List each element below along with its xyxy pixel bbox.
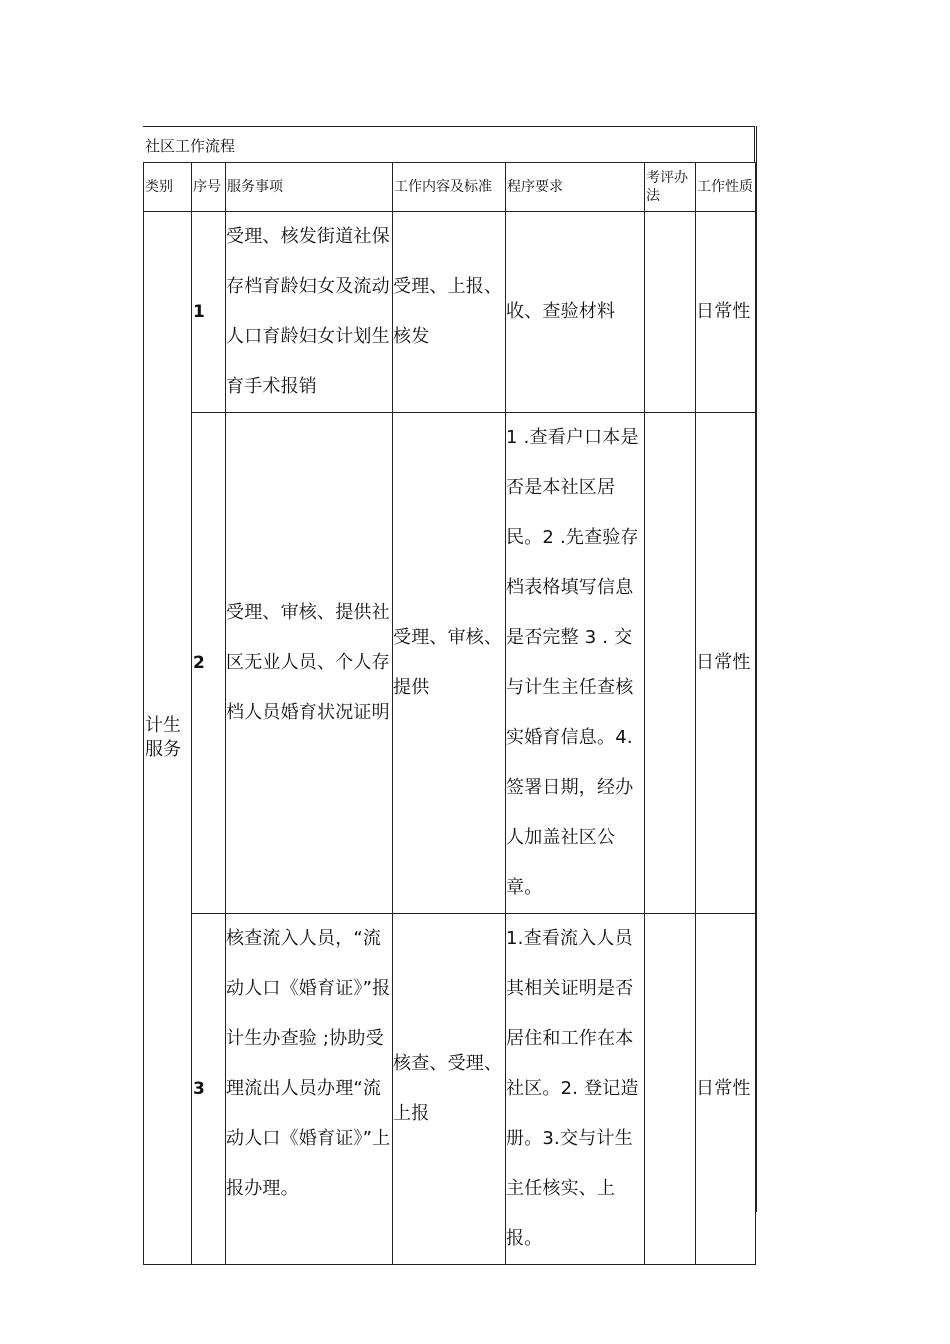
row-service: 核查流入人员，“流动人口《婚育证》”报计生办查验 ;协助受理流出人员办理“流动人口《婚育证》”上报办理。 xyxy=(226,914,393,1265)
row-content: 受理、审核、提供 xyxy=(393,413,506,914)
table-title-row xyxy=(143,126,755,163)
row-procedure: 1.查看流入人员其相关证明是否居住和工作在本社区。2. 登记造册。3.交与计生主任核实、上报。 xyxy=(506,914,645,1265)
row-nature: 日常性 xyxy=(696,413,756,914)
header-evaluation: 考评办法 xyxy=(645,163,696,212)
table-row xyxy=(144,413,756,914)
row-evaluation xyxy=(645,212,696,413)
row-content: 核查、受理、上报 xyxy=(393,914,506,1265)
right-border-line xyxy=(756,126,757,1212)
category-cell: 计生服务 xyxy=(144,212,192,1265)
table-row xyxy=(144,212,756,413)
row-evaluation xyxy=(645,914,696,1265)
header-category: 类别 xyxy=(144,163,192,212)
row-content: 受理、上报、核发 xyxy=(393,212,506,413)
header-index: 序号 xyxy=(192,163,226,212)
header-nature: 工作性质 xyxy=(696,163,756,212)
table-row xyxy=(144,914,756,1265)
row-index: 1 xyxy=(192,212,226,413)
row-service: 受理、审核、提供社区无业人员、个人存档人员婚育状况证明 xyxy=(226,413,393,914)
row-nature: 日常性 xyxy=(696,914,756,1265)
row-service: 受理、核发街道社保存档育龄妇女及流动人口育龄妇女计划生育手术报销 xyxy=(226,212,393,413)
header-procedure: 程序要求 xyxy=(506,163,645,212)
row-procedure: 收、查验材料 xyxy=(506,212,645,413)
row-procedure: 1 .查看户口本是否是本社区居民。2 .先查验存档表格填写信息是否完整 3 . 交与计生主任查核实婚育信息。4.签署日期，经办人加盖社区公章。 xyxy=(506,413,645,914)
row-index: 3 xyxy=(192,914,226,1265)
row-index: 2 xyxy=(192,413,226,914)
row-nature: 日常性 xyxy=(696,212,756,413)
row-evaluation xyxy=(645,413,696,914)
workflow-table-frame xyxy=(143,126,756,1249)
workflow-table xyxy=(143,162,756,1265)
header-content: 工作内容及标准 xyxy=(393,163,506,212)
header-service: 服务事项 xyxy=(226,163,393,212)
header-row xyxy=(144,163,756,212)
table-title: 社区工作流程 xyxy=(145,137,236,155)
